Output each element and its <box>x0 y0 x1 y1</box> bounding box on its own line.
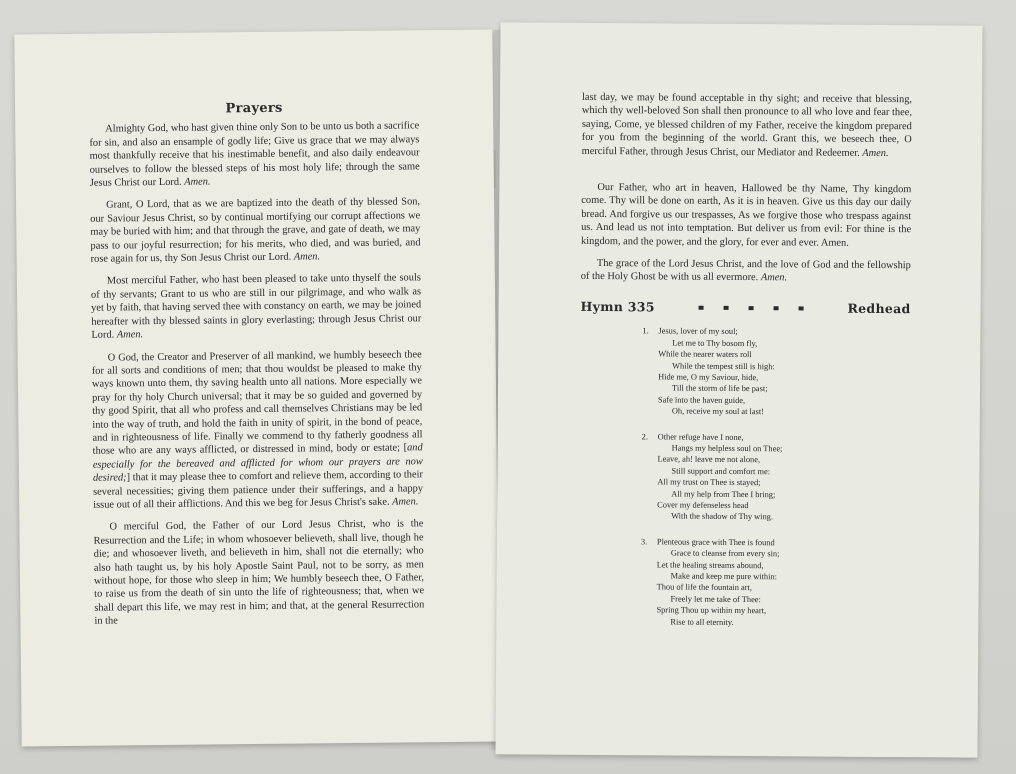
verse-line: Safe into the haven guide, <box>657 395 746 405</box>
hymn-header <box>581 300 911 316</box>
right-page <box>495 22 982 757</box>
hymn-leader-dots <box>699 305 804 310</box>
prayer-2: Grant, O Lord, that as we are baptized into the death of thy blessed Son, our Saviour Jesus Christ, so by continual mortifying our corrupt affections we may be buried with him; and that through the grave, and gate of death, we may pass to our joyful resurrection; for his merits, who died, and was buried, and rose again for us, thy Son Jesus Christ our Lord. Amen. <box>90 196 421 265</box>
hymn-title: Hymn 335 <box>580 298 655 315</box>
hymn-verse-1 <box>642 326 911 419</box>
hymn-verse-2 <box>641 431 910 524</box>
verse-line: Hangs my helpless soul on Thee; <box>671 443 783 454</box>
leader-dot <box>799 306 804 310</box>
verse-number: 3. <box>640 537 648 547</box>
verse-line: Still support and comfort me: <box>671 466 771 476</box>
verse-line: Make and keep me pure within: <box>670 571 778 582</box>
verse-line: Jesus, lover of my soul; <box>658 326 738 337</box>
prayer-4: O God, the Creator and Preserver of all mankind, we humbly beseech thee for all sorts and conditions of men; that thou wouldst be pleased to make thy ways known unto them, thy saving health unto all nations. More especially we pray for thy holy Church universal; that it may be so guided and governed by thy good Spirit, that all who profess and call themselves Christians may be led into the way of truth, and hold the faith in unity of spirit, in the bond of peace, and in righteousness of life. Finally we commend to thy fatherly goodness all those who are any ways afflicted, or distressed in mind, body or estate; [and especially for the bereaved and afflicted for whom our prayers are now desired;] that it may please thee to comfort and relieve them, according to their several necessities; giving them patience under their sufferings, and a happy issue out of all their afflictions. And this we beg for Jesus Christ's sake. Amen. <box>91 348 424 511</box>
verse-line: All my help from Thee I bring; <box>671 489 776 499</box>
verse-line: Leave, ah! leave me not alone, <box>657 454 761 465</box>
prayer-5-continuation: last day, we may be found acceptable in thy sight; and receive that blessing, which thy well-beloved Son shall then pronounce to all who love and fear thee, saying, Come, ye blessed children of my Father, receive the kingdom prepared for you from the beginning of the world. Grant this, we beseech thee, O merciful Father, through Jesus Christ, our Mediator and Redeemer. Amen. <box>581 91 913 159</box>
verse-line: Freely let me take of Thee: <box>670 594 761 604</box>
verse-line: Cover my defenseless head <box>657 500 749 511</box>
leader-dot <box>774 306 779 310</box>
verse-line: Thou of life the fountain art, <box>656 582 753 593</box>
verse-line: While the nearer waters roll <box>658 349 752 360</box>
left-column <box>89 94 425 637</box>
verse-line: Plenteous grace with Thee is found <box>656 537 775 548</box>
verse-number: 2. <box>641 431 648 441</box>
hymn-tune: Redhead <box>847 300 911 317</box>
verse-line: While the tempest still is high: <box>672 361 775 371</box>
verse-line: Till the storm of life be past; <box>671 383 768 394</box>
left-page <box>14 30 499 747</box>
right-column <box>578 91 912 643</box>
verse-line: All my trust on Thee is stayed; <box>657 477 761 488</box>
leader-dot <box>724 305 729 309</box>
verse-line: With the shadow of Thy wing. <box>671 511 774 522</box>
prayers-title: Prayers <box>225 100 283 117</box>
verse-line: Let the healing streams abound, <box>656 560 764 570</box>
verse-line: Oh, receive my soul at last! <box>671 406 764 417</box>
leader-dot <box>749 306 754 310</box>
verse-line: Hide me, O my Saviour, hide, <box>658 372 759 383</box>
leader-dot <box>699 305 704 309</box>
prayer-1: Almighty God, who hast given thine only Son to be unto us both a sacrifice for sin, and also an ensample of godly life; Give us grace that we may always most thankfully receive that his inestimable benefit, and also daily endeavour ourselves to follow the blessed steps of his most holy life; through the same Jesus Christ our Lord. Amen. <box>89 120 420 189</box>
grace: The grace of the Lord Jesus Christ, and the love of God and the fellowship of the Holy Ghost be with us all evermore. Amen. <box>580 258 911 284</box>
verse-line: Rise to all eternity. <box>670 617 734 627</box>
prayer-3: Most merciful Father, who hast been pleased to take unto thyself the souls of thy servants; Grant to us who are still in our pilgrimage, and who walk as yet by faith, that having served thee with constancy on earth, we may be joined hereafter with thy blessed saints in glory everlasting; through Jesus Christ our Lord. Amen. <box>90 272 422 341</box>
lords-prayer: Our Father, who art in heaven, Hallowed be thy Name, Thy kingdom come. Thy will be done on earth, As it is in heaven. Give us this day our daily bread. And forgive us our trespasses, As we forgive those who trespass against us. And lead us not into temptation. But deliver us from evil: For thine is the kingdom, and the power, and the glory, for ever and ever. Amen. <box>580 182 912 249</box>
verse-number: 1. <box>642 326 649 336</box>
verse-line: Other refuge have I none, <box>657 431 744 442</box>
verse-line: Grace to cleanse from every sin; <box>670 548 780 559</box>
verse-line: Spring Thou up within my heart, <box>656 605 767 616</box>
prayer-5: O merciful God, the Father of our Lord Jesus Christ, who is the Resurrection and the Life; in whom whosoever believeth, shall live, though he die; and whosoever liveth, and believeth in him, shall not die eternally; who also hath taught us, by his holy Apostle Saint Paul, not to be sorry, as men without hope, for those who sleep in him; We humbly beseech thee, O Father, to raise us from the death of sin unto the life of righteousness; that, when we shall depart this life, we may rest in him; and that, at the general Resurrection in the <box>93 518 425 627</box>
verse-line: Let me to Thy bosom fly, <box>672 338 758 348</box>
hymn-verse-3 <box>640 536 909 629</box>
